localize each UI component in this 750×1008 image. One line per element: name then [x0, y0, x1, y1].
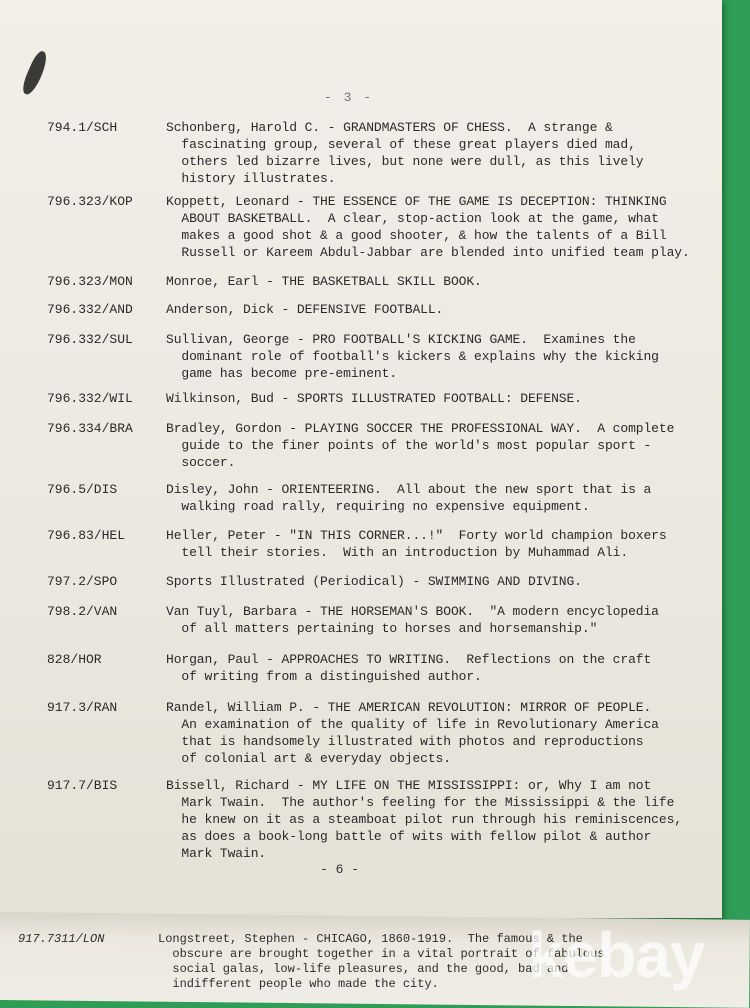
call-number: 796.323/MON [47, 274, 133, 289]
entry-text: Heller, Peter - "IN THIS CORNER...!" Forty world champion boxers tell their stories. With an introduction by Muhammad Ali. [166, 528, 667, 560]
footer-page-number: - 6 - [320, 862, 360, 877]
entry-text: Van Tuyl, Barbara - THE HORSEMAN'S BOOK. "A modern encyclopedia of all matters pertaining to horses and horsemanship." [166, 604, 659, 636]
ink-smudge [19, 49, 50, 97]
entry-text: Longstreet, Stephen - CHICAGO, 1860-1919. The famous & the obscure are brought together in a vital portrait of fabulous social galas, low-life pleasures, and the good, bad and indifferent people who made the city. [158, 932, 605, 991]
entry-text: Schonberg, Harold C. - GRANDMASTERS OF CHESS. A strange & fascinating group, several of these great players died mad, others led bizarre lives, but none were dull, as this lively history illustrates. [166, 120, 644, 186]
call-number: 917.7/BIS [47, 778, 118, 793]
entry-text: Monroe, Earl - THE BASKETBALL SKILL BOOK. [166, 274, 482, 289]
call-number: 796.5/DIS [47, 482, 118, 497]
entry-text: Wilkinson, Bud - SPORTS ILLUSTRATED FOOTBALL: DEFENSE. [166, 391, 582, 406]
call-number: 796.332/SUL [47, 332, 133, 347]
call-number: 794.1/SCH [47, 120, 118, 135]
call-number: 917.7311/LON [18, 932, 105, 946]
call-number: 797.2/SPO [47, 574, 118, 589]
call-number: 796.334/BRA [47, 421, 133, 436]
entry-text: Bissell, Richard - MY LIFE ON THE MISSISSIPPI: or, Why I am not Mark Twain. The author's feeling for the Mississippi & the life he knew on it as a steamboat pilot run through his reminiscences, as does a book-long battle of wits with fellow pilot & author Mark Twain. [166, 778, 682, 861]
call-number: 796.332/WIL [47, 391, 133, 406]
call-number: 798.2/VAN [47, 604, 118, 619]
entry-text: Anderson, Dick - DEFENSIVE FOOTBALL. [166, 302, 444, 317]
call-number: 828/HOR [47, 652, 102, 667]
header-page-number: - 3 - [324, 90, 374, 105]
entry-text: Sports Illustrated (Periodical) - SWIMMING AND DIVING. [166, 574, 582, 589]
entry-text: Sullivan, George - PRO FOOTBALL'S KICKING GAME. Examines the dominant role of football's kickers & explains why the kicking game has become pre-eminent. [166, 332, 659, 381]
call-number: 917.3/RAN [47, 700, 118, 715]
entry-text: Disley, John - ORIENTEERING. All about the new sport that is a walking road rally, requiring no expensive equipment. [166, 482, 652, 514]
call-number: 796.332/AND [47, 302, 133, 317]
entry-text: Koppett, Leonard - THE ESSENCE OF THE GAME IS DECEPTION: THINKING ABOUT BASKETBALL. A clear, stop-action look at the game, what makes a good shot & a good shooter, & how the talents of a Bill Russell or Kareem Abdul-Jabbar are blended into unified team play. [166, 194, 690, 260]
entry-text: Bradley, Gordon - PLAYING SOCCER THE PROFESSIONAL WAY. A complete guide to the finer points of the world's most popular sport - soccer. [166, 421, 675, 470]
call-number: 796.83/HEL [47, 528, 126, 543]
entry-text: Horgan, Paul - APPROACHES TO WRITING. Reflections on the craft of writing from a distinguished author. [166, 652, 652, 684]
watermark-logo: kebay [528, 919, 705, 991]
call-number: 796.323/KOP [47, 194, 133, 209]
entry-text: Randel, William P. - THE AMERICAN REVOLUTION: MIRROR OF PEOPLE. An examination of the quality of life in Revolutionary America that is handsomely illustrated with photos and reproductions of colonial art & everyday objects. [166, 700, 659, 766]
